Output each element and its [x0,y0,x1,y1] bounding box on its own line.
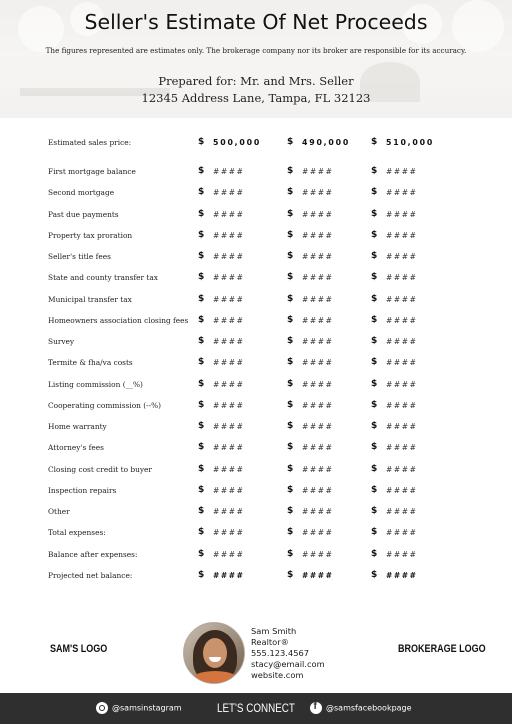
currency-symbol: $ [198,442,205,453]
amount-value: #### [213,358,245,368]
header-banner [0,0,512,118]
expense-row [0,377,512,398]
amount-value: #### [386,358,418,368]
currency-symbol: $ [287,527,294,538]
row-label: Survey [48,337,75,346]
row-label: Termite & fha/va costs [48,358,133,368]
expense-row [0,462,512,483]
currency-symbol: $ [198,548,205,559]
expense-row [0,483,512,504]
expense-row [0,355,512,376]
amount-value: #### [386,570,418,580]
currency-symbol: $ [371,421,378,431]
expense-row [0,185,512,206]
currency-symbol: $ [371,187,378,198]
agent-avatar [183,622,245,684]
expense-row [0,419,512,440]
amount-value: #### [302,337,334,346]
currency-symbol: $ [287,293,294,304]
agent-title: Realtor® [251,637,289,647]
amount-value: #### [386,209,418,219]
currency-symbol: $ [371,548,378,559]
currency-symbol: $ [198,463,205,474]
row-label: Homeowners association closing fees [48,315,189,325]
amount-value: #### [213,167,245,176]
currency-symbol: $ [287,314,294,325]
facebook-handle: @samsfacebookpage [326,703,412,713]
currency-symbol: $ [198,421,205,431]
instagram-link[interactable] [96,702,182,714]
facebook-link[interactable] [310,702,412,714]
currency-symbol: $ [287,229,294,240]
row-label: Second mortgage [48,188,115,198]
currency-symbol: $ [198,293,205,304]
lets-connect-label: LET'S CONNECT [217,701,295,715]
amount-value: #### [386,337,418,346]
instagram-handle: @samsinstagram [112,703,182,713]
amount-value: #### [302,400,334,410]
amount-value: #### [386,507,418,516]
currency-symbol: $ [287,272,294,283]
property-address: 12345 Address Lane, Tampa, FL 32123 [141,91,371,105]
currency-symbol: $ [371,336,378,346]
amount-value: #### [213,528,245,538]
currency-symbol: $ [287,506,294,516]
currency-symbol: $ [287,166,294,176]
currency-symbol: $ [371,463,378,474]
amount-value: #### [213,464,245,474]
currency-symbol: $ [371,442,378,453]
currency-symbol: $ [371,484,378,495]
amount-value: #### [386,400,418,410]
amount-value: #### [386,315,418,325]
amount-value: #### [302,464,334,474]
amount-value: #### [302,188,334,198]
net-balance-row [0,568,512,589]
amount-value: #### [213,507,245,516]
currency-symbol: $ [198,314,205,325]
currency-symbol: $ [371,272,378,283]
row-label: Cooperating commission (--%) [48,400,162,410]
amount-value: #### [302,273,334,283]
amount-value: #### [386,464,418,474]
currency-symbol: $ [371,569,378,580]
expense-row [0,164,512,185]
disclaimer-text: The figures represented are estimates only. The brokerage company nor its broker are responsible for its accuracy. [45,46,467,55]
row-label: Balance after expenses: [48,549,138,559]
amount-value: #### [213,315,245,325]
amount-value: #### [302,379,334,389]
expense-row [0,270,512,291]
currency-symbol: $ [287,569,294,580]
amount-value: #### [213,209,245,219]
currency-symbol: $ [287,137,294,147]
amount-value: #### [213,252,245,261]
currency-symbol: $ [198,399,205,410]
expense-row [0,207,512,228]
currency-symbol: $ [371,166,378,176]
expense-row [0,398,512,419]
amount-value: #### [213,400,245,410]
amount-value: #### [213,273,245,283]
amount-value: #### [302,358,334,368]
row-label: First mortgage balance [48,167,136,176]
summary-row [0,547,512,568]
expense-row [0,440,512,461]
amount-value: #### [302,549,334,559]
amount-value: #### [302,570,334,580]
amount-value: #### [302,443,334,453]
expense-row [0,313,512,334]
row-label: Past due payments [48,209,119,219]
agent-logo: SAM'S LOGO [50,643,108,655]
row-label: Municipal transfer tax [48,294,132,304]
facebook-icon [310,702,322,714]
amount-value: #### [302,230,334,240]
currency-symbol: $ [198,166,205,176]
amount-value: #### [302,294,334,304]
currency-symbol: $ [287,421,294,431]
amount-value: #### [213,188,245,198]
amount-value: #### [213,549,245,559]
amount-value: #### [213,485,245,495]
row-label: Estimated sales price: [48,138,132,147]
amount-value: #### [302,209,334,219]
currency-symbol: $ [371,378,378,389]
sales-price-row [0,135,512,156]
currency-symbol: $ [198,378,205,389]
currency-symbol: $ [371,229,378,240]
currency-symbol: $ [287,463,294,474]
page-title: Seller's Estimate Of Net Proceeds [84,10,428,34]
currency-symbol: $ [287,336,294,346]
row-label: Property tax proration [48,230,133,240]
currency-symbol: $ [371,314,378,325]
amount-value: #### [386,273,418,283]
amount-value: #### [213,294,245,304]
expense-row [0,292,512,313]
amount-value: #### [386,422,418,431]
row-label: Other [48,507,70,516]
currency-symbol: $ [371,357,378,368]
row-label: Seller's title fees [48,252,111,261]
row-label: Listing commission (__%) [48,379,143,389]
currency-symbol: $ [287,484,294,495]
currency-symbol: $ [198,336,205,346]
amount-value: #### [386,549,418,559]
currency-symbol: $ [287,548,294,559]
currency-symbol: $ [287,251,294,261]
amount-value: #### [213,337,245,346]
amount-value: #### [386,167,418,176]
amount-value: #### [213,379,245,389]
amount-value: #### [213,570,245,580]
currency-symbol: $ [287,399,294,410]
currency-symbol: $ [371,293,378,304]
amount-value: #### [386,485,418,495]
currency-symbol: $ [198,484,205,495]
amount-value: #### [302,167,334,176]
expense-row [0,504,512,525]
bottom-bar [0,693,512,724]
row-label: Projected net balance: [48,570,133,580]
amount-value: #### [302,485,334,495]
amount-value: #### [302,507,334,516]
row-label: Closing cost credit to buyer [48,464,152,474]
currency-symbol: $ [198,569,205,580]
amount-value: #### [386,252,418,261]
amount-value: #### [213,230,245,240]
summary-row [0,525,512,546]
amount-value: #### [213,443,245,453]
currency-symbol: $ [198,272,205,283]
row-label: Inspection repairs [48,485,117,495]
amount-value: #### [386,379,418,389]
row-label: Home warranty [48,422,107,431]
instagram-icon [96,702,108,714]
currency-symbol: $ [371,399,378,410]
currency-symbol: $ [198,527,205,538]
amount-value: #### [302,252,334,261]
currency-symbol: $ [287,442,294,453]
currency-symbol: $ [198,208,205,219]
expense-row [0,228,512,249]
currency-symbol: $ [371,137,378,147]
amount-value: 510,000 [386,138,435,147]
currency-symbol: $ [287,187,294,198]
currency-symbol: $ [287,378,294,389]
brokerage-logo: BROKERAGE LOGO [398,643,486,655]
amount-value: #### [386,443,418,453]
amount-value: #### [386,528,418,538]
row-label: State and county transfer tax [48,273,158,283]
currency-symbol: $ [198,187,205,198]
prepared-for: Prepared for: Mr. and Mrs. Seller [158,74,354,88]
amount-value: #### [302,315,334,325]
currency-symbol: $ [198,137,205,147]
prepared-block [0,73,512,107]
currency-symbol: $ [287,208,294,219]
currency-symbol: $ [371,251,378,261]
agent-email[interactable]: stacy@email.com [251,659,325,669]
amount-value: 500,000 [213,138,262,147]
currency-symbol: $ [198,229,205,240]
amount-value: 490,000 [302,138,351,147]
currency-symbol: $ [198,357,205,368]
currency-symbol: $ [198,506,205,516]
expense-row [0,249,512,270]
currency-symbol: $ [287,357,294,368]
amount-value: #### [386,188,418,198]
amount-value: #### [302,528,334,538]
currency-symbol: $ [371,208,378,219]
amount-value: #### [386,230,418,240]
amount-value: #### [213,422,245,431]
row-label: Total expenses: [48,528,106,538]
amount-value: #### [386,294,418,304]
expense-row [0,334,512,355]
agent-contact [251,626,325,681]
currency-symbol: $ [371,527,378,538]
agent-name: Sam Smith [251,626,297,636]
currency-symbol: $ [198,251,205,261]
amount-value: #### [302,422,334,431]
currency-symbol: $ [371,506,378,516]
agent-website[interactable]: website.com [251,670,304,680]
agent-phone[interactable]: 555.123.4567 [251,648,310,658]
row-label: Attorney's fees [48,443,104,453]
